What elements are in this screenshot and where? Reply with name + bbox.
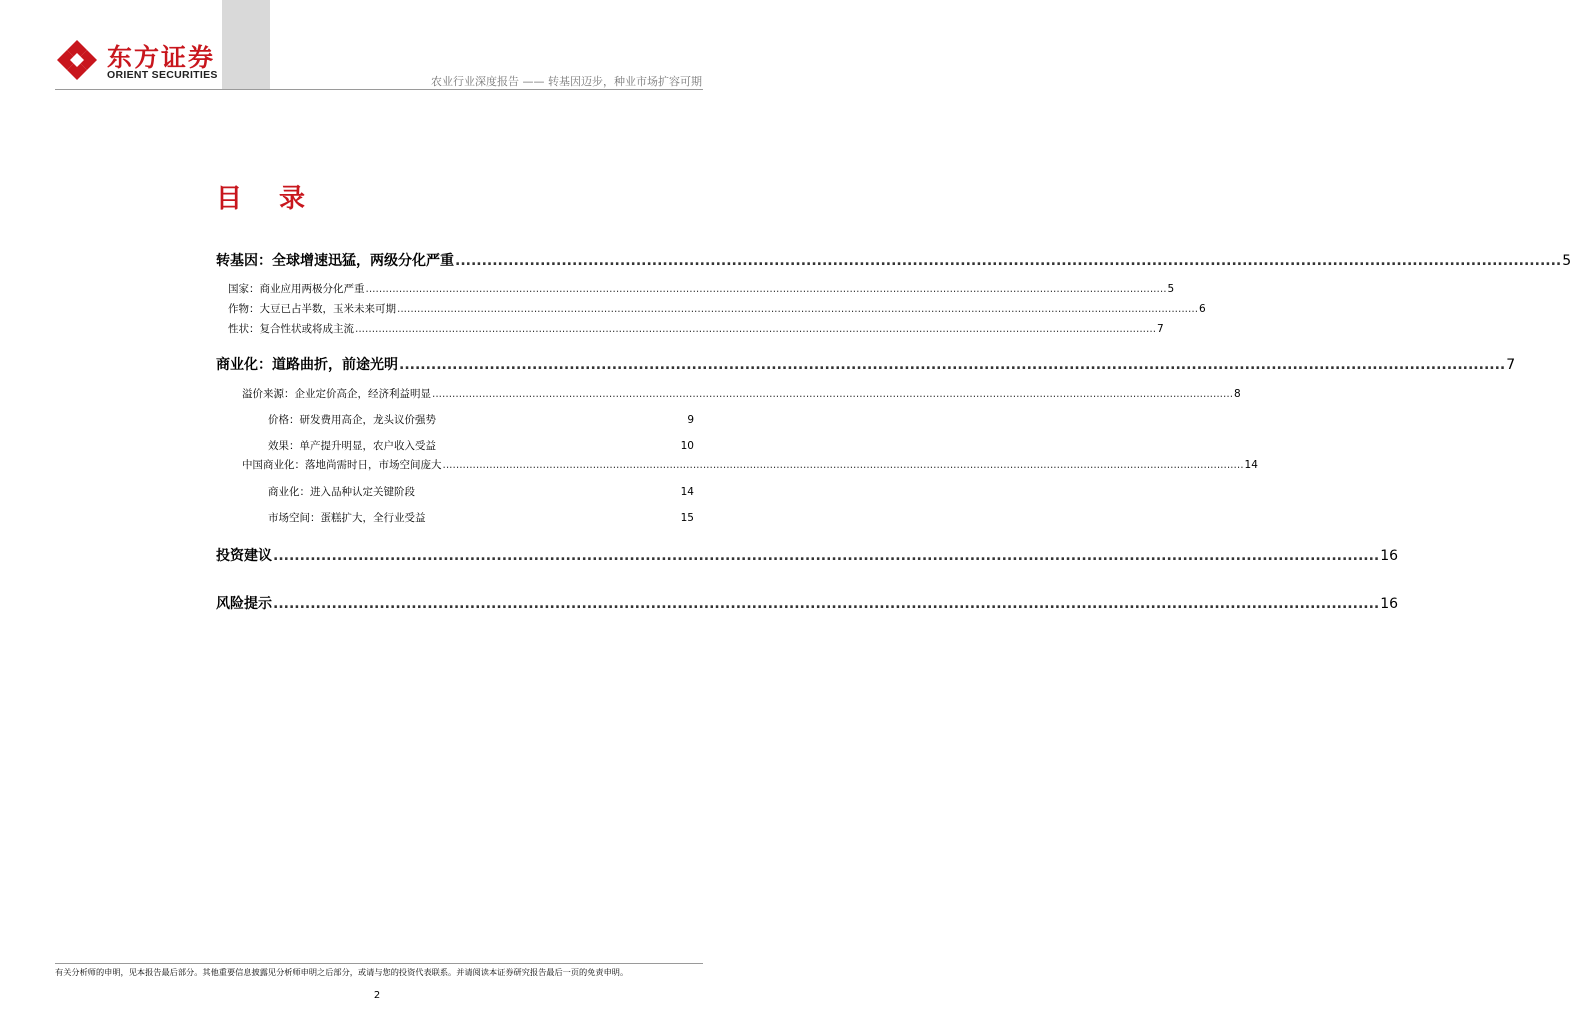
toc-leader-dots: ................................................................................................................................................................................................................................................ — [355, 323, 1157, 335]
header-divider — [55, 89, 703, 90]
toc-entry[interactable] — [216, 354, 1516, 374]
footer-disclaimer: 有关分析师的申明，见本报告最后部分。其他重要信息披露见分析师申明之后部分，或请与您的投资代表联系。并请阅读本证券研究报告最后一页的免责申明。 — [55, 967, 629, 977]
toc-entry-page: 5 — [1562, 253, 1571, 269]
toc-entry[interactable] — [268, 438, 694, 453]
toc-leader-dots: ................................................................................................................................................................................................................ — [273, 548, 1380, 564]
toc-entry[interactable] — [268, 412, 694, 427]
orient-securities-logo-icon — [55, 38, 99, 82]
toc-entry[interactable] — [228, 301, 1206, 316]
toc-entry-page: 6 — [1199, 303, 1206, 315]
brand-name-en: ORIENT SECURITIES — [107, 69, 218, 81]
toc-leader-dots: ................................................................................................................................................................................................................ — [455, 253, 1562, 269]
toc-entry[interactable] — [228, 321, 1164, 336]
toc-entry[interactable] — [242, 386, 1241, 401]
toc-entry-page: 9 — [687, 414, 694, 426]
toc-entry[interactable] — [216, 250, 1571, 270]
toc-entry-title: 作物：大豆已占半数，玉米未来可期 — [228, 303, 396, 315]
toc-leader-dots: ................................................................................................................................................................................................................................................ — [432, 388, 1234, 400]
toc-entry-title: 商业化：道路曲折，前途光明 — [216, 357, 398, 373]
toc-entry[interactable] — [268, 484, 694, 499]
toc-entry-page: 5 — [1167, 283, 1175, 295]
toc-entry-title: 商业化：进入品种认定关键阶段 — [268, 486, 415, 498]
toc-entry-title: 溢价来源：企业定价高企，经济利益明显 — [242, 388, 431, 400]
toc-entry[interactable] — [268, 510, 694, 525]
toc-entry-title: 价格：研发费用高企，龙头议价强势 — [268, 414, 436, 426]
toc-entry-page: 14 — [680, 486, 694, 498]
toc-entry[interactable] — [216, 593, 1399, 613]
toc-leader-dots: ................................................................................................................................................................................................................ — [399, 357, 1506, 373]
toc-entry-title: 投资建议 — [216, 548, 272, 564]
toc-entry-page: 16 — [1380, 548, 1399, 564]
toc-entry[interactable] — [216, 545, 1399, 565]
footer-divider — [55, 963, 703, 964]
toc-leader-dots: ................................................................................................................................................................................................................................................ — [442, 459, 1244, 471]
toc-entry-page: 15 — [680, 512, 694, 524]
toc-entry-page: 7 — [1506, 357, 1516, 373]
toc-entry[interactable] — [242, 457, 1258, 472]
running-title: 农业行业深度报告 —— 转基因迈步，种业市场扩容可期 — [431, 75, 702, 88]
toc-entry-page: 14 — [1244, 459, 1258, 471]
toc-entry-title: 性状：复合性状或将成主流 — [228, 323, 354, 335]
toc-entry[interactable] — [228, 281, 1175, 296]
toc-entry-page: 7 — [1157, 323, 1164, 335]
toc-leader-dots: ................................................................................................................................................................................................................ — [273, 596, 1380, 612]
toc-entry-title: 市场空间：蛋糕扩大，全行业受益 — [268, 512, 426, 524]
toc-entry-title: 风险提示 — [216, 596, 272, 612]
toc-title: 目 录 — [216, 184, 320, 214]
toc-entry-page: 10 — [680, 440, 694, 452]
header-gray-bar — [222, 0, 270, 89]
toc-entry-page: 16 — [1380, 596, 1399, 612]
toc-entry-title: 效果：单产提升明显，农户收入受益 — [268, 440, 436, 452]
toc-entry-page: 8 — [1234, 388, 1241, 400]
toc-entry-title: 转基因：全球增速迅猛，两级分化严重 — [216, 253, 454, 269]
brand-logo — [55, 38, 218, 88]
toc-leader-dots: ................................................................................................................................................................................................................................................ — [397, 303, 1199, 315]
toc-entry-title: 中国商业化：落地尚需时日，市场空间庞大 — [242, 459, 442, 471]
toc-entry-title: 国家：商业应用两极分化严重 — [228, 283, 365, 295]
page-number: 2 — [373, 990, 381, 1001]
brand-name-cn: 东方证券 — [107, 43, 216, 72]
toc-leader-dots: ................................................................................................................................................................................................................................................ — [365, 283, 1167, 295]
